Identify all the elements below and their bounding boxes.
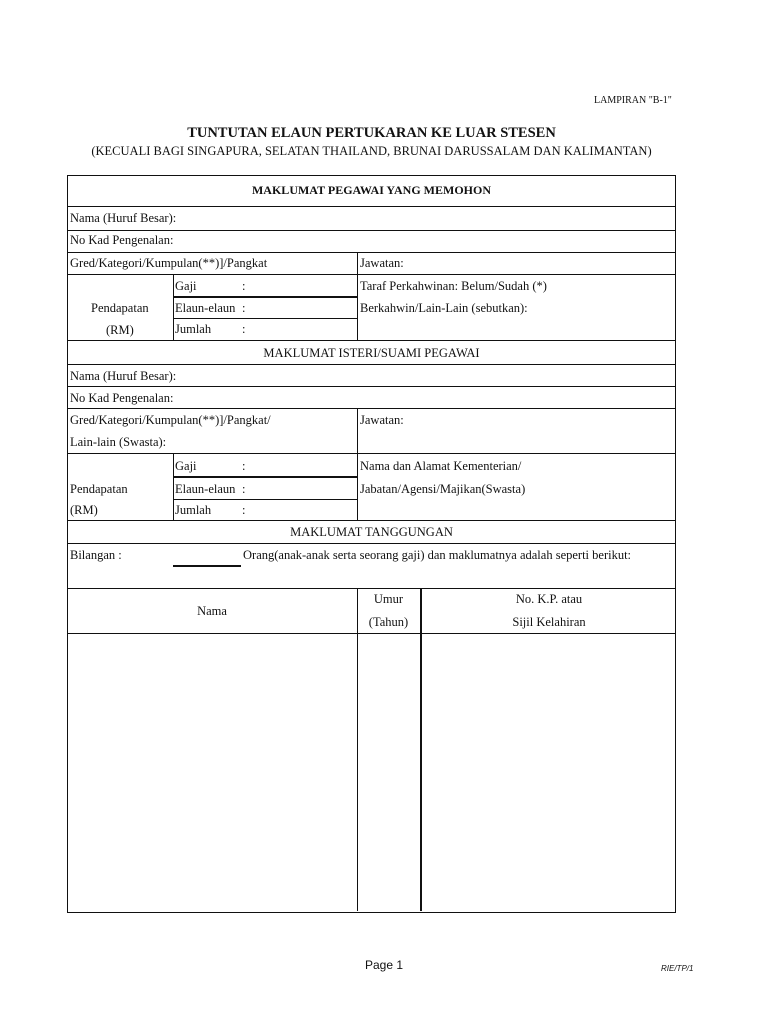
lampiran-label: LAMPIRAN "B-1": [594, 95, 672, 106]
field-jumlah-isteri[interactable]: Jumlah: [175, 503, 212, 517]
dependents-kp-area[interactable]: [423, 634, 675, 910]
column-header-nama: Nama: [197, 604, 227, 618]
column-header-sijil: Sijil Kelahiran: [512, 615, 586, 629]
column-header-kp: No. K.P. atau: [515, 592, 583, 606]
divider: [67, 252, 676, 253]
divider: [420, 588, 422, 911]
divider: [67, 206, 676, 207]
field-berkahwin[interactable]: Berkahwin/Lain-Lain (sebutkan):: [360, 301, 528, 315]
section-heading-tanggungan: MAKLUMAT TANGGUNGAN: [290, 525, 453, 539]
dependents-umur-area[interactable]: [358, 634, 419, 910]
form-code: RIE/TP/1: [661, 964, 694, 973]
colon: :: [242, 322, 246, 336]
colon: :: [242, 459, 246, 473]
colon: :: [242, 482, 246, 496]
field-kad-isteri[interactable]: No Kad Pengenalan:: [70, 391, 174, 405]
bilangan-description: Orang(anak-anak serta seorang gaji) dan maklumatnya adalah seperti berikut:: [243, 548, 632, 562]
label-rm-pegawai: (RM): [106, 323, 134, 337]
bilangan-underline: [173, 565, 241, 567]
field-gaji-pegawai[interactable]: Gaji: [175, 279, 197, 293]
field-lain-isteri[interactable]: Lain-lain (Swasta):: [70, 435, 167, 449]
field-jumlah-pegawai[interactable]: Jumlah: [175, 322, 212, 336]
divider: [173, 476, 357, 478]
field-jawatan-pegawai[interactable]: Jawatan:: [360, 256, 404, 270]
divider: [67, 543, 676, 544]
page-number: Page 1: [365, 958, 404, 972]
divider: [67, 230, 676, 231]
divider: [67, 386, 676, 387]
field-gred-isteri[interactable]: Gred/Kategori/Kumpulan(**)]/Pangkat/: [70, 413, 271, 427]
field-alamat-jabatan[interactable]: Jabatan/Agensi/Majikan(Swasta): [360, 482, 526, 496]
field-elaun-isteri[interactable]: Elaun-elaun: [175, 482, 236, 496]
dependents-nama-area[interactable]: [68, 634, 356, 910]
field-nama-isteri[interactable]: Nama (Huruf Besar):: [70, 369, 177, 383]
divider: [67, 364, 676, 365]
divider: [173, 499, 357, 500]
form-subtitle: (KECUALI BAGI SINGAPURA, SELATAN THAILAND, BRUNAI DARUSSALAM DAN KALIMANTAN): [91, 144, 652, 158]
field-gaji-isteri[interactable]: Gaji: [175, 459, 197, 473]
label-rm-isteri: (RM): [70, 503, 98, 517]
field-taraf-perkahwinan[interactable]: Taraf Perkahwinan: Belum/Sudah (*): [360, 279, 547, 293]
form-title: TUNTUTAN ELAUN PERTUKARAN KE LUAR STESEN: [187, 125, 556, 141]
divider: [67, 274, 676, 275]
colon: :: [242, 279, 246, 293]
divider: [67, 588, 676, 589]
colon: :: [242, 301, 246, 315]
field-gred-pegawai[interactable]: Gred/Kategori/Kumpulan(**)]/Pangkat: [70, 256, 268, 270]
field-elaun-pegawai[interactable]: Elaun-elaun: [175, 301, 236, 315]
column-header-tahun: (Tahun): [368, 615, 409, 629]
field-alamat-kementerian[interactable]: Nama dan Alamat Kementerian/: [360, 459, 522, 473]
label-pendapatan-isteri: Pendapatan: [70, 482, 128, 496]
label-pendapatan-pegawai: Pendapatan: [91, 301, 149, 315]
divider: [67, 340, 676, 341]
field-jawatan-isteri[interactable]: Jawatan:: [360, 413, 404, 427]
divider: [173, 274, 174, 340]
divider: [67, 520, 676, 521]
section-heading-isteri: MAKLUMAT ISTERI/SUAMI PEGAWAI: [263, 346, 480, 360]
divider: [173, 296, 357, 298]
divider: [173, 453, 174, 520]
section-heading-pegawai: MAKLUMAT PEGAWAI YANG MEMOHON: [251, 183, 491, 197]
divider: [357, 408, 358, 520]
divider: [67, 408, 676, 409]
divider: [67, 453, 676, 454]
field-bilangan[interactable]: Bilangan :: [70, 548, 122, 562]
field-kad-pegawai[interactable]: No Kad Pengenalan:: [70, 233, 174, 247]
colon: :: [242, 503, 246, 517]
column-header-umur: Umur: [373, 592, 404, 606]
divider: [173, 318, 357, 319]
divider: [357, 252, 358, 340]
field-nama-pegawai[interactable]: Nama (Huruf Besar):: [70, 211, 177, 225]
